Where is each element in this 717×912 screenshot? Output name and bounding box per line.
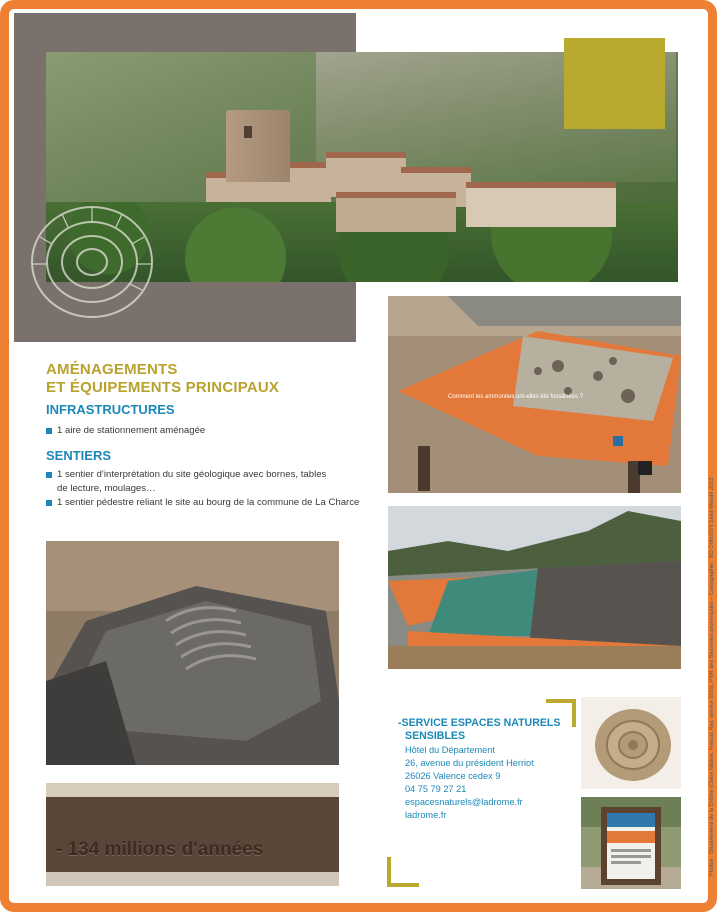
contact-address-line: 26026 Valence cedex 9 — [405, 771, 501, 781]
sentier-item-1-line1: 1 sentier d’interprétation du site géologique avec bornes, tables — [57, 469, 327, 480]
contact-phone: 04 75 79 27 21 — [405, 784, 467, 794]
table-caption: Comment les ammonites ont-elles été fossilisées ? — [448, 394, 584, 400]
contact-title-line1: -SERVICE ESPACES NATURELS — [398, 717, 561, 729]
bullet-icon — [46, 500, 52, 506]
interpretation-table-photo — [388, 296, 681, 493]
ammonite-decoration-icon — [12, 192, 172, 332]
contact-title-line2: SENSIBLES — [405, 730, 466, 742]
corner-bracket-top-right — [546, 699, 576, 727]
list-item — [57, 496, 359, 510]
plaque-photo — [46, 783, 339, 886]
sentiers-title: SENTIERS — [46, 448, 112, 463]
bullet-icon — [46, 428, 52, 434]
contact-address-line: Hôtel du Département — [405, 745, 495, 755]
list-item — [57, 424, 205, 438]
contact-address-line: 26, avenue du président Herriot — [405, 758, 534, 768]
contact-website-link[interactable]: ladrome.fr — [405, 810, 447, 820]
sentier-item-1-line2: de lecture, moulages… — [57, 483, 156, 494]
infrastructures-title: INFRASTRUCTURES — [46, 402, 175, 417]
contact-email-link[interactable]: espacesnaturels@ladrome.fr — [405, 797, 523, 807]
corner-bracket-bottom-left — [387, 857, 419, 887]
main-heading-line2: ET ÉQUIPEMENTS PRINCIPAUX — [46, 379, 280, 396]
main-heading-line1: AMÉNAGEMENTS — [46, 361, 178, 378]
photo-credits: Photos : Département de la Drôme (Claire Malina, Francis Ray, service ENS), PNR des Baronnies provençales – Cartographie : BD OrthoIGN Saint-Mandé 2013 — [709, 477, 715, 876]
infrastructure-item-0: 1 aire de stationnement aménagée — [57, 425, 206, 436]
bullet-icon — [46, 472, 52, 478]
sentier-item-2: 1 sentier pédestre reliant le site au bourg de la commune de La Charce — [57, 497, 360, 508]
ammonite-rock-photo — [46, 541, 339, 765]
trail-sign-photo — [581, 797, 681, 889]
ammonite-fossil-photo — [581, 697, 681, 789]
plaque-text: - 134 millions d'années — [56, 839, 264, 860]
contact-title — [398, 717, 560, 743]
list-item — [57, 468, 326, 482]
main-heading — [46, 361, 279, 397]
landscape-table-photo — [388, 506, 681, 669]
gold-square — [564, 38, 665, 129]
